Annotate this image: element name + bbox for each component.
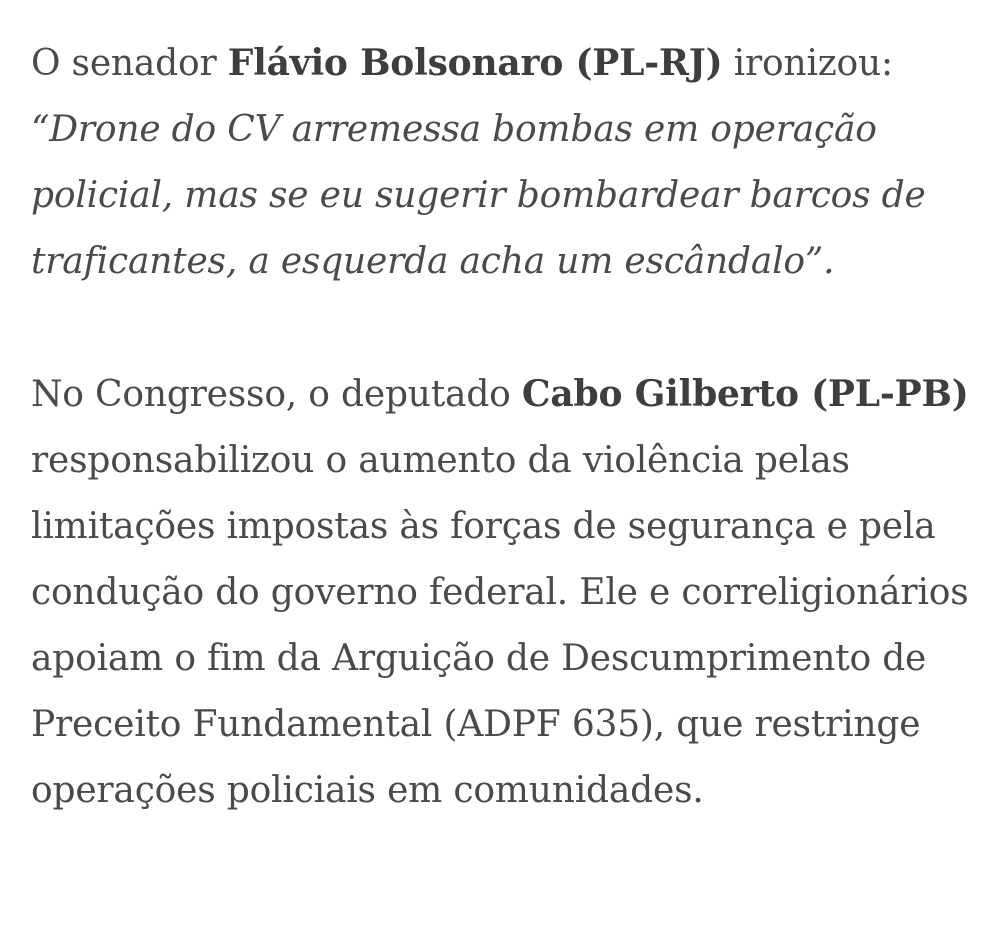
- politician-name-cabo-gilberto: Cabo Gilberto (PL-PB): [521, 373, 969, 415]
- paragraph-lead-text: No Congresso, o deputado: [31, 374, 522, 415]
- paragraph-flavio-bolsonaro: [31, 30, 972, 295]
- politician-name-flavio-bolsonaro: Flávio Bolsonaro (PL-RJ): [227, 42, 723, 84]
- paragraph-body-text: responsabilizou o aumento da violência pelas limitações impostas às forças de segurança e pela condução do governo federal. Ele e correligionários apoiam o fim da Arguição de Descumprimento de Preceito Fundamental (ADPF 635), que restringe operações policiais em comunidades.: [31, 440, 969, 811]
- quote-text: “Drone do CV arremessa bombas em operação policial, mas se eu sugerir bombardear barcos de traficantes, a esquerda acha um escândalo”.: [31, 109, 926, 282]
- paragraph-lead-text: O senador: [31, 43, 228, 84]
- paragraph-verb-text: ironizou:: [722, 43, 893, 84]
- paragraph-cabo-gilberto: [31, 361, 972, 824]
